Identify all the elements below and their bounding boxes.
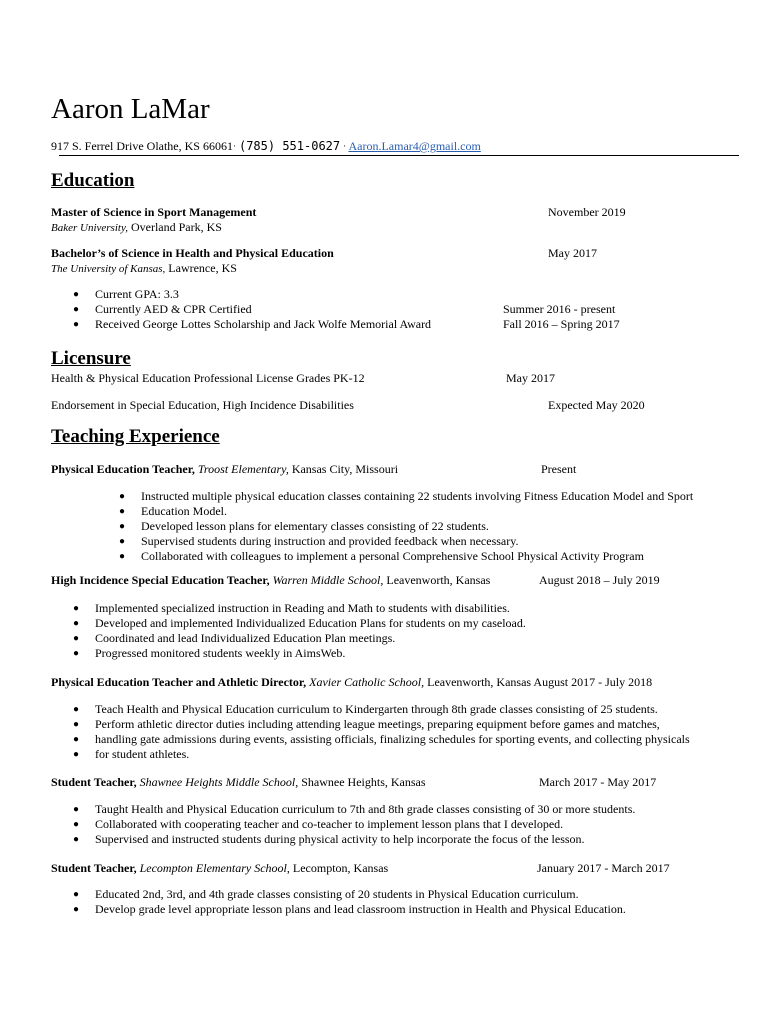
degree-school-line	[51, 261, 237, 277]
list-item-continuation	[73, 747, 690, 762]
degree-date: November 2019	[548, 205, 626, 219]
job-location: Kansas City, Missouri	[288, 462, 399, 476]
job-employer: Shawnee Heights Middle School,	[139, 775, 299, 789]
license-date: Expected May 2020	[548, 398, 645, 412]
list-item: ● Supervised and instructed students during physical activity to help incorporate the focus of the lesson.	[73, 832, 635, 847]
job-title: Physical Education Teacher and Athletic Director,	[51, 675, 307, 689]
job-bullets	[119, 489, 693, 564]
degree-school-line	[51, 220, 222, 236]
school-location: Lawrence, KS	[165, 261, 237, 275]
job-location: Leavenworth, Kansas	[383, 573, 491, 587]
job-employer: Warren Middle School,	[272, 573, 384, 587]
bullet-date: Fall 2016 – Spring 2017	[503, 317, 620, 331]
list-item-text: Education Model.	[141, 504, 227, 518]
education-bullets	[73, 287, 431, 332]
job-employer: Troost Elementary,	[197, 462, 289, 476]
job-bullets	[73, 702, 690, 762]
list-item: ● Coordinated and lead Individualized Education Plan meetings.	[73, 631, 526, 646]
list-item: ● Supervised students during instruction and provided feedback when necessary.	[119, 534, 693, 549]
job-title: Student Teacher,	[51, 861, 137, 875]
license-item: Health & Physical Education Professional License Grades PK-12	[51, 371, 365, 385]
job-bullets	[73, 887, 626, 917]
job-header	[51, 861, 388, 876]
list-item: ● Collaborated with colleagues to implement a personal Comprehensive School Physical Activity Program	[119, 549, 693, 564]
school-location: Overland Park, KS	[127, 220, 222, 234]
list-item: ● Developed and implemented Individualized Education Plans for students on my caseload.	[73, 616, 526, 631]
degree-title: Master of Science in Sport Management	[51, 205, 257, 219]
job-employer: Xavier Catholic School,	[309, 675, 425, 689]
email-link[interactable]: Aaron.Lamar4@gmail.com	[348, 139, 481, 153]
list-item-continuation	[73, 732, 690, 747]
list-item: ● Perform athletic director duties including attending league meetings, preparing equipment before games and matches,	[73, 717, 690, 732]
job-date: August 2017 - July 2018	[533, 675, 653, 689]
job-location: Shawnee Heights, Kansas	[298, 775, 426, 789]
list-item: ● Taught Health and Physical Education curriculum to 7th and 8th grade classes consisting of 30 or more students.	[73, 802, 635, 817]
list-item: ● Develop grade level appropriate lesson plans and lead classroom instruction in Health and Physical Education.	[73, 902, 626, 917]
job-location: Leavenworth, Kansas	[424, 675, 532, 689]
license-date: May 2017	[506, 371, 555, 385]
licensure-heading: Licensure	[51, 348, 131, 369]
list-item-continuation	[119, 504, 693, 519]
degree-title: Bachelor’s of Science in Health and Physical Education	[51, 246, 334, 260]
license-item: Endorsement in Special Education, High Incidence Disabilities	[51, 398, 354, 412]
list-item: ● Received George Lottes Scholarship and Jack Wolfe Memorial Award	[73, 317, 431, 332]
list-item: ● Developed lesson plans for elementary classes consisting of 22 students.	[119, 519, 693, 534]
list-item: ● Collaborated with cooperating teacher and co-teacher to implement lesson plans that I developed.	[73, 817, 635, 832]
job-location: , Lecompton, Kansas	[286, 861, 389, 875]
job-date: March 2017 - May 2017	[539, 775, 657, 789]
list-item: ● Instructed multiple physical education classes containing 22 students involving Fitness Education Model and Sport	[119, 489, 693, 504]
job-title: High Incidence Special Education Teacher,	[51, 573, 270, 587]
job-header	[51, 675, 652, 690]
job-date: January 2017 - March 2017	[537, 861, 670, 875]
job-header	[51, 573, 490, 588]
list-item: ● Current GPA: 3.3	[73, 287, 431, 302]
job-title: Student Teacher,	[51, 775, 137, 789]
job-date: August 2018 – July 2019	[539, 573, 660, 587]
job-employer: Lecompton Elementary School	[139, 861, 287, 875]
job-bullets	[73, 802, 635, 847]
experience-heading: Teaching Experience	[51, 426, 220, 447]
list-item: ● Teach Health and Physical Education curriculum to Kindergarten through 8th grade classes consisting of 25 students.	[73, 702, 690, 717]
job-header	[51, 775, 426, 790]
list-item: ● Educated 2nd, 3rd, and 4th grade classes consisting of 20 students in Physical Education curriculum.	[73, 887, 626, 902]
job-date: Present	[541, 462, 577, 476]
phone: (785) 551-0627	[238, 139, 341, 153]
address: 917 S. Ferrel Drive Olathe, KS 66061	[51, 139, 233, 153]
degree-date: May 2017	[548, 246, 597, 260]
list-item-text: handling gate admissions during events, assisting officials, finalizing schedules for sporting events, and collecting physicals	[95, 732, 690, 746]
list-item: ● Currently AED & CPR Certified	[73, 302, 431, 317]
education-heading: Education	[51, 170, 135, 191]
school-name: Baker University,	[51, 222, 128, 234]
list-item: ● Progressed monitored students weekly in AimsWeb.	[73, 646, 526, 661]
contact-line: 917 S. Ferrel Drive Olathe, KS 66061· (785) 551-0627 · Aaron.Lamar4@gmail.com	[51, 139, 481, 153]
job-bullets	[73, 601, 526, 661]
list-item: ● Implemented specialized instruction in Reading and Math to students with disabilities.	[73, 601, 526, 616]
job-header	[51, 462, 398, 477]
job-title: Physical Education Teacher,	[51, 462, 195, 476]
bullet-date: Summer 2016 - present	[503, 302, 616, 316]
header-divider	[59, 155, 739, 156]
school-name: The University of Kansas,	[51, 263, 166, 275]
list-item-text: for student athletes.	[95, 747, 190, 761]
resume-name: Aaron LaMar	[51, 93, 210, 125]
